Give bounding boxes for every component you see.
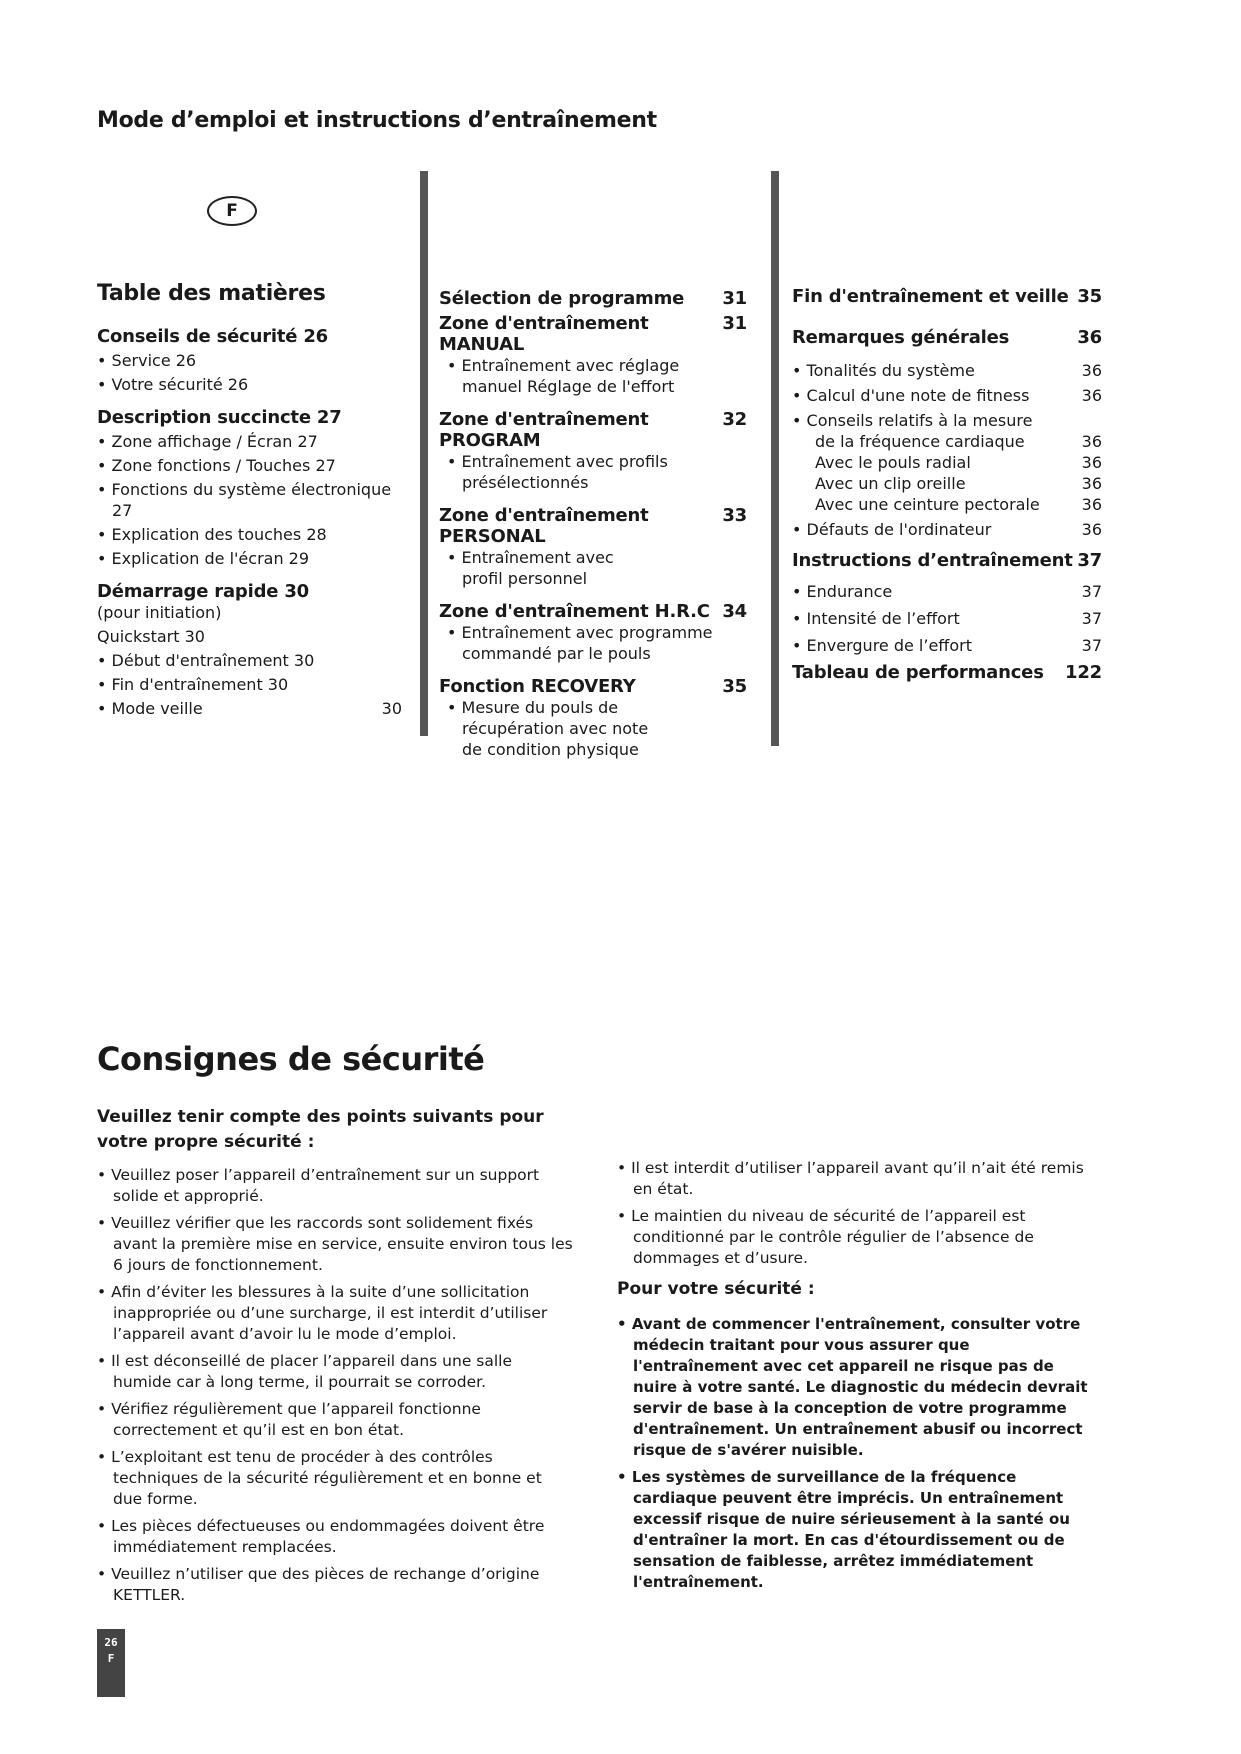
toc-entry-instructions: Instructions d’entraînement 37 — [792, 550, 1102, 571]
toc-heading-page: 33 — [722, 505, 747, 526]
toc-column-3 — [792, 286, 1102, 683]
toc-item-label: • Conseils relatifs à la mesure — [792, 410, 1032, 431]
toc-sub-item: • Entraînement avec — [439, 547, 747, 568]
toc-heading-label: Zone d'entraînement H.R.C — [439, 601, 710, 622]
toc-heading-page: 32 — [722, 409, 747, 430]
safety-warning-item: • Avant de commencer l'entraînement, consulter votre médecin traitant pour vous assurer que l'entraînement avec cet appareil ne risque pas de nuire à votre santé. Le diagnostic du médecin devrait servir de base à la conception de votre programme d'entraînement. Un entraînement abusif ou incorrect risque de s'avérer nuisible. — [617, 1314, 1097, 1461]
toc-sub-item: récupération avec note — [462, 719, 649, 738]
toc-section-heading — [439, 601, 747, 622]
toc-item-label: de la fréquence cardiaque — [815, 432, 1025, 451]
toc-heading-label: Fonction RECOVERY — [439, 676, 636, 697]
toc-item-page: 36 — [1081, 474, 1102, 493]
toc-item — [792, 431, 1102, 452]
toc-heading-label: Zone d'entraînement PERSONAL — [439, 505, 649, 547]
toc-sub-item: profil personnel — [462, 569, 588, 588]
safety-title: Consignes de sécurité — [97, 1040, 485, 1078]
toc-section-heading: Démarrage rapide 30 — [97, 581, 309, 602]
page-number: 26 — [104, 1636, 118, 1649]
toc-item-label: • Votre sécurité 26 — [97, 374, 248, 395]
toc-item-label: • Service 26 — [97, 350, 196, 371]
toc-heading-page: 31 — [722, 313, 747, 334]
toc-item-label: • Début d'entraînement 30 — [97, 650, 314, 671]
toc-instructions-list — [792, 581, 1102, 656]
toc-title: Table des matières — [97, 281, 326, 306]
safety-item: • Veuillez vérifier que les raccords sont solidement fixés avant la première mise en service, ensuite environ tous les 6 jours de fonctionnement. — [97, 1213, 575, 1276]
toc-item-page: 36 — [1081, 432, 1102, 451]
toc-plain-line: (pour initiation) — [97, 603, 222, 622]
toc-remarques-list — [792, 360, 1102, 540]
toc-heading-page: 31 — [722, 288, 747, 309]
toc-item-label: • Fin d'entraînement 30 — [97, 674, 288, 695]
toc-sub-item: • Entraînement avec profils — [439, 451, 747, 472]
toc-item-label: • Calcul d'une note de fitness — [792, 385, 1029, 406]
toc-item-label: • Mode veille — [97, 698, 203, 719]
toc-item — [792, 635, 1102, 656]
toc-item — [97, 431, 402, 452]
pour-votre-securite-title: Pour votre sécurité : — [617, 1279, 815, 1299]
toc-item-label: Avec une ceinture pectorale — [815, 495, 1040, 514]
safety-item: • Le maintien du niveau de sécurité de l’appareil est conditionné par le contrôle régulier de l’absence de dommages et d’usure. — [617, 1206, 1097, 1269]
toc-item-label: Avec un clip oreille — [815, 474, 966, 493]
toc-sub-item: présélectionnés — [462, 473, 589, 492]
toc-item-label: • Explication des touches 28 — [97, 524, 327, 545]
column-divider — [420, 171, 428, 736]
toc-heading-page: 34 — [722, 601, 747, 622]
safety-item: • Veuillez n’utiliser que des pièces de rechange d’origine KETTLER. — [97, 1564, 575, 1606]
toc-item — [97, 524, 402, 545]
column-divider — [771, 171, 779, 746]
toc-sub-item: • Entraînement avec programme — [439, 622, 747, 643]
toc-item — [97, 350, 402, 371]
safety-item: • L’exploitant est tenu de procéder à des contrôles techniques de la sécurité régulièrement et en bonne et due forme. — [97, 1447, 575, 1510]
toc-item — [97, 455, 402, 476]
toc-heading-page: 35 — [722, 676, 747, 697]
toc-column-1 — [97, 283, 402, 719]
toc-item-label: Avec le pouls radial — [815, 453, 971, 472]
toc-column-2 — [439, 288, 747, 760]
toc-item — [792, 385, 1102, 406]
toc-section-heading — [439, 313, 747, 355]
toc-sub-item: • Mesure du pouls de — [439, 697, 747, 718]
safety-list-left — [97, 1165, 575, 1612]
toc-item — [97, 479, 402, 521]
toc-sub-item: manuel Réglage de l'effort — [462, 377, 675, 396]
toc-item-label: • Intensité de l’effort — [792, 608, 960, 629]
safety-item: • Veuillez poser l’appareil d’entraînement sur un support solide et approprié. — [97, 1165, 575, 1207]
toc-item — [792, 360, 1102, 381]
toc-item-label: • Explication de l'écran 29 — [97, 548, 309, 569]
toc-item — [97, 374, 402, 395]
toc-section-heading — [439, 676, 747, 697]
toc-plain-line: Quickstart 30 — [97, 627, 205, 646]
toc-item — [792, 581, 1102, 602]
toc-item-label: • Zone affichage / Écran 27 — [97, 431, 318, 452]
page-number-tab — [97, 1629, 125, 1697]
toc-item — [97, 650, 402, 671]
safety-item: • Il est déconseillé de placer l’appareil dans une salle humide car à long terme, il pourrait se corroder. — [97, 1351, 575, 1393]
toc-heading-label: Sélection de programme — [439, 288, 685, 309]
safety-item: • Vérifiez régulièrement que l’appareil fonctionne correctement et qu’il est en bon état. — [97, 1399, 575, 1441]
toc-item — [792, 473, 1102, 494]
toc-entry-remarques: Remarques générales 36 — [792, 327, 1102, 348]
toc-section-heading — [439, 288, 747, 309]
safety-item: • Afin d’éviter les blessures à la suite d’une sollicitation inappropriée ou d’une surcharge, il est interdit d’utiliser l’appareil avant d’avoir lu le mode d’emploi. — [97, 1282, 575, 1345]
toc-item-page: 37 — [1081, 609, 1102, 628]
page-header-title: Mode d’emploi et instructions d’entraînement — [97, 108, 657, 133]
toc-section-heading — [439, 505, 747, 547]
toc-sub-item: de condition physique — [462, 740, 639, 759]
toc-section-heading: Conseils de sécurité 26 — [97, 326, 328, 347]
language-badge: F — [207, 196, 257, 226]
toc-section-heading: Description succincte 27 — [97, 407, 342, 428]
toc-heading-label: Zone d'entraînement PROGRAM — [439, 409, 649, 451]
toc-item-page: 37 — [1081, 636, 1102, 655]
toc-item-page: 36 — [1081, 453, 1102, 472]
safety-item: • Il est interdit d’utiliser l’appareil avant qu’il n’ait été remis en état. — [617, 1158, 1097, 1200]
toc-item — [97, 548, 402, 569]
toc-item — [792, 494, 1102, 515]
toc-entry-tableau: Tableau de performances 122 — [792, 662, 1102, 683]
safety-intro: Veuillez tenir compte des points suivants pour votre propre sécurité : — [97, 1107, 544, 1152]
toc-item — [792, 410, 1102, 431]
toc-item-label: • Fonctions du système électronique 27 — [97, 479, 402, 521]
toc-item-page: 36 — [1081, 520, 1102, 539]
safety-list-right — [617, 1158, 1097, 1599]
toc-item — [792, 608, 1102, 629]
toc-item-page: 30 — [381, 699, 402, 718]
toc-item-page: 37 — [1081, 582, 1102, 601]
toc-item-page: 36 — [1081, 386, 1102, 405]
toc-item — [97, 698, 402, 719]
page-language: F — [107, 1652, 115, 1665]
safety-item: • Les pièces défectueuses ou endommagées doivent être immédiatement remplacées. — [97, 1516, 575, 1558]
toc-item-label: • Défauts de l'ordinateur — [792, 519, 991, 540]
toc-item-label: • Tonalités du système — [792, 360, 975, 381]
toc-item-page: 36 — [1081, 361, 1102, 380]
toc-item-label: • Endurance — [792, 581, 893, 602]
toc-entry-fin: Fin d'entraînement et veille 35 — [792, 286, 1102, 307]
toc-item — [792, 452, 1102, 473]
toc-sub-item: • Entraînement avec réglage — [439, 355, 747, 376]
toc-item — [97, 674, 402, 695]
toc-item-label: • Zone fonctions / Touches 27 — [97, 455, 336, 476]
toc-item — [792, 519, 1102, 540]
toc-item-page: 36 — [1081, 495, 1102, 514]
toc-section-heading — [439, 409, 747, 451]
toc-heading-label: Zone d'entraînement MANUAL — [439, 313, 649, 355]
safety-warning-item: • Les systèmes de surveillance de la fréquence cardiaque peuvent être imprécis. Un entraînement excessif risque de nuire sérieusement à la santé ou d'entraîner la mort. En cas d'étourdissement ou de sensation de faiblesse, arrêtez immédiatement l'entraînement. — [617, 1467, 1097, 1593]
toc-sub-item: commandé par le pouls — [462, 644, 651, 663]
toc-item-label: • Envergure de l’effort — [792, 635, 972, 656]
